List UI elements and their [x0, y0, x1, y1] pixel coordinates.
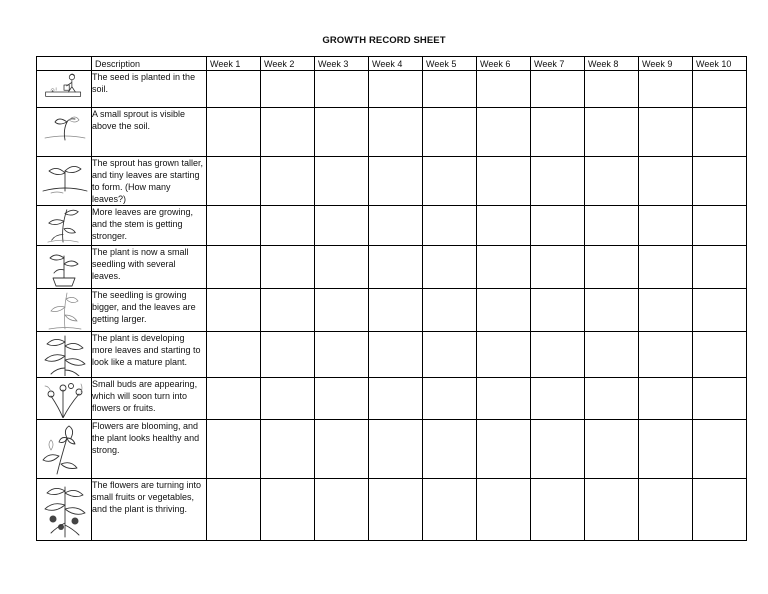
week-9-header: Week 9: [639, 57, 693, 71]
week-6-record-cell[interactable]: [477, 289, 531, 332]
week-3-record-cell[interactable]: [315, 246, 369, 289]
week-8-record-cell[interactable]: [585, 71, 639, 108]
week-6-record-cell[interactable]: [477, 108, 531, 157]
week-5-record-cell[interactable]: [423, 289, 477, 332]
week-1-record-cell[interactable]: [207, 71, 261, 108]
week-8-record-cell[interactable]: [585, 378, 639, 420]
week-6-record-cell[interactable]: [477, 479, 531, 541]
week-9-record-cell[interactable]: [639, 108, 693, 157]
week-9-record-cell[interactable]: [639, 71, 693, 108]
growth-record-table: [36, 56, 747, 541]
week-9-record-cell[interactable]: [639, 206, 693, 246]
stage-illustration-cell: [37, 289, 92, 332]
week-9-record-cell[interactable]: [639, 420, 693, 479]
week-8-record-cell[interactable]: [585, 479, 639, 541]
week-2-record-cell[interactable]: [261, 332, 315, 378]
week-10-record-cell[interactable]: [693, 157, 747, 206]
stage-row: [37, 378, 747, 420]
stage-row: [37, 479, 747, 541]
week-1-record-cell[interactable]: [207, 378, 261, 420]
stage-row: [37, 332, 747, 378]
week-3-record-cell[interactable]: [315, 108, 369, 157]
stage-illustration-cell: [37, 206, 92, 246]
stage-description: The seed is planted in the soil.: [92, 71, 207, 108]
stage-description: More leaves are growing, and the stem is getting stronger.: [92, 206, 207, 246]
week-4-record-cell[interactable]: [369, 378, 423, 420]
week-2-record-cell[interactable]: [261, 108, 315, 157]
week-5-record-cell[interactable]: [423, 157, 477, 206]
stage-description: Flowers are blooming, and the plant looks healthy and strong.: [92, 420, 207, 479]
growing-seedling-icon: [37, 289, 91, 330]
week-4-record-cell[interactable]: [369, 71, 423, 108]
week-1-record-cell[interactable]: [207, 479, 261, 541]
week-8-record-cell[interactable]: [585, 246, 639, 289]
week-10-record-cell[interactable]: [693, 206, 747, 246]
description-header: Description: [92, 57, 207, 71]
week-7-record-cell[interactable]: [531, 289, 585, 332]
week-5-record-cell[interactable]: [423, 479, 477, 541]
stage-illustration-cell: [37, 246, 92, 289]
week-3-record-cell[interactable]: [315, 157, 369, 206]
week-1-record-cell[interactable]: [207, 289, 261, 332]
stage-illustration-cell: [37, 332, 92, 378]
week-7-record-cell[interactable]: [531, 479, 585, 541]
week-3-record-cell[interactable]: [315, 378, 369, 420]
week-4-record-cell[interactable]: [369, 332, 423, 378]
week-10-record-cell[interactable]: [693, 71, 747, 108]
week-7-record-cell[interactable]: [531, 108, 585, 157]
week-8-record-cell[interactable]: [585, 420, 639, 479]
week-1-record-cell[interactable]: [207, 157, 261, 206]
week-5-record-cell[interactable]: [423, 108, 477, 157]
week-10-record-cell[interactable]: [693, 332, 747, 378]
week-9-record-cell[interactable]: [639, 246, 693, 289]
week-1-record-cell[interactable]: [207, 246, 261, 289]
week-2-record-cell[interactable]: [261, 246, 315, 289]
week-10-record-cell[interactable]: [693, 246, 747, 289]
week-4-record-cell[interactable]: [369, 157, 423, 206]
stage-row: [37, 246, 747, 289]
week-6-record-cell[interactable]: [477, 157, 531, 206]
week-10-record-cell[interactable]: [693, 289, 747, 332]
stage-illustration-cell: [37, 378, 92, 420]
stage-row: [37, 289, 747, 332]
stage-description: The sprout has grown taller, and tiny leaves are starting to form. (How many leaves?): [92, 157, 207, 206]
week-10-record-cell[interactable]: [693, 378, 747, 420]
week-7-record-cell[interactable]: [531, 420, 585, 479]
week-7-record-cell[interactable]: [531, 378, 585, 420]
stage-description: The flowers are turning into small fruits or vegetables, and the plant is thriving.: [92, 479, 207, 541]
week-1-record-cell[interactable]: [207, 108, 261, 157]
week-6-record-cell[interactable]: [477, 71, 531, 108]
week-6-record-cell[interactable]: [477, 246, 531, 289]
week-7-record-cell[interactable]: [531, 246, 585, 289]
week-5-record-cell[interactable]: [423, 332, 477, 378]
week-2-record-cell[interactable]: [261, 420, 315, 479]
week-5-record-cell[interactable]: [423, 378, 477, 420]
stage-description: The plant is developing more leaves and starting to look like a mature plant.: [92, 332, 207, 378]
week-3-record-cell[interactable]: [315, 206, 369, 246]
week-3-record-cell[interactable]: [315, 71, 369, 108]
week-2-header: Week 2: [261, 57, 315, 71]
week-6-record-cell[interactable]: [477, 378, 531, 420]
week-3-record-cell[interactable]: [315, 479, 369, 541]
sheet-title: GROWTH RECORD SHEET: [322, 35, 446, 46]
week-4-header: Week 4: [369, 57, 423, 71]
week-2-record-cell[interactable]: [261, 71, 315, 108]
budding-plant-icon: [37, 378, 91, 418]
week-6-header: Week 6: [477, 57, 531, 71]
week-10-record-cell[interactable]: [693, 479, 747, 541]
week-1-header: Week 1: [207, 57, 261, 71]
week-1-record-cell[interactable]: [207, 206, 261, 246]
week-9-record-cell[interactable]: [639, 289, 693, 332]
week-4-record-cell[interactable]: [369, 108, 423, 157]
flowering-plant-icon: [37, 420, 91, 477]
week-3-record-cell[interactable]: [315, 289, 369, 332]
week-4-record-cell[interactable]: [369, 206, 423, 246]
week-8-record-cell[interactable]: [585, 332, 639, 378]
stage-row: [37, 157, 747, 206]
week-2-record-cell[interactable]: [261, 479, 315, 541]
week-6-record-cell[interactable]: [477, 206, 531, 246]
stage-description: A small sprout is visible above the soil.: [92, 108, 207, 157]
stage-description: The plant is now a small seedling with several leaves.: [92, 246, 207, 289]
sprout-icon: [37, 108, 91, 155]
image-column-header: [37, 57, 92, 71]
week-5-record-cell[interactable]: [423, 246, 477, 289]
bushy-plant-icon: [37, 332, 91, 376]
two-leaf-sprout-icon: [37, 157, 91, 204]
week-4-record-cell[interactable]: [369, 420, 423, 479]
week-9-record-cell[interactable]: [639, 332, 693, 378]
stage-row: [37, 206, 747, 246]
week-9-record-cell[interactable]: [639, 378, 693, 420]
stage-row: [37, 71, 747, 108]
week-7-record-cell[interactable]: [531, 206, 585, 246]
stage-illustration-cell: [37, 420, 92, 479]
stage-illustration-cell: [37, 479, 92, 541]
potted-seedling-icon: [37, 246, 91, 287]
week-8-record-cell[interactable]: [585, 157, 639, 206]
week-3-header: Week 3: [315, 57, 369, 71]
leafy-stem-icon: [37, 206, 91, 244]
week-7-header: Week 7: [531, 57, 585, 71]
stage-row: [37, 420, 747, 479]
week-5-record-cell[interactable]: [423, 206, 477, 246]
week-3-record-cell[interactable]: [315, 332, 369, 378]
week-5-record-cell[interactable]: [423, 420, 477, 479]
week-6-record-cell[interactable]: [477, 420, 531, 479]
week-5-header: Week 5: [423, 57, 477, 71]
week-5-record-cell[interactable]: [423, 71, 477, 108]
week-10-record-cell[interactable]: [693, 108, 747, 157]
week-2-record-cell[interactable]: [261, 378, 315, 420]
week-7-record-cell[interactable]: [531, 157, 585, 206]
week-2-record-cell[interactable]: [261, 289, 315, 332]
week-6-record-cell[interactable]: [477, 332, 531, 378]
stage-illustration-cell: [37, 71, 92, 108]
week-4-record-cell[interactable]: [369, 479, 423, 541]
stage-description: The seedling is growing bigger, and the leaves are getting larger.: [92, 289, 207, 332]
week-9-record-cell[interactable]: [639, 479, 693, 541]
stage-row: [37, 108, 747, 157]
week-1-record-cell[interactable]: [207, 332, 261, 378]
stage-illustration-cell: [37, 157, 92, 206]
week-9-record-cell[interactable]: [639, 157, 693, 206]
week-1-record-cell[interactable]: [207, 420, 261, 479]
week-7-record-cell[interactable]: [531, 332, 585, 378]
planting-seed-icon: [37, 71, 91, 106]
week-10-record-cell[interactable]: [693, 420, 747, 479]
week-3-record-cell[interactable]: [315, 420, 369, 479]
week-4-record-cell[interactable]: [369, 246, 423, 289]
week-8-header: Week 8: [585, 57, 639, 71]
fruiting-plant-icon: [37, 479, 91, 539]
week-8-record-cell[interactable]: [585, 289, 639, 332]
week-8-record-cell[interactable]: [585, 206, 639, 246]
stage-illustration-cell: [37, 108, 92, 157]
week-2-record-cell[interactable]: [261, 157, 315, 206]
week-4-record-cell[interactable]: [369, 289, 423, 332]
week-2-record-cell[interactable]: [261, 206, 315, 246]
week-8-record-cell[interactable]: [585, 108, 639, 157]
week-7-record-cell[interactable]: [531, 71, 585, 108]
header-row: [37, 57, 747, 71]
stage-description: Small buds are appearing, which will soon turn into flowers or fruits.: [92, 378, 207, 420]
week-10-header: Week 10: [693, 57, 747, 71]
